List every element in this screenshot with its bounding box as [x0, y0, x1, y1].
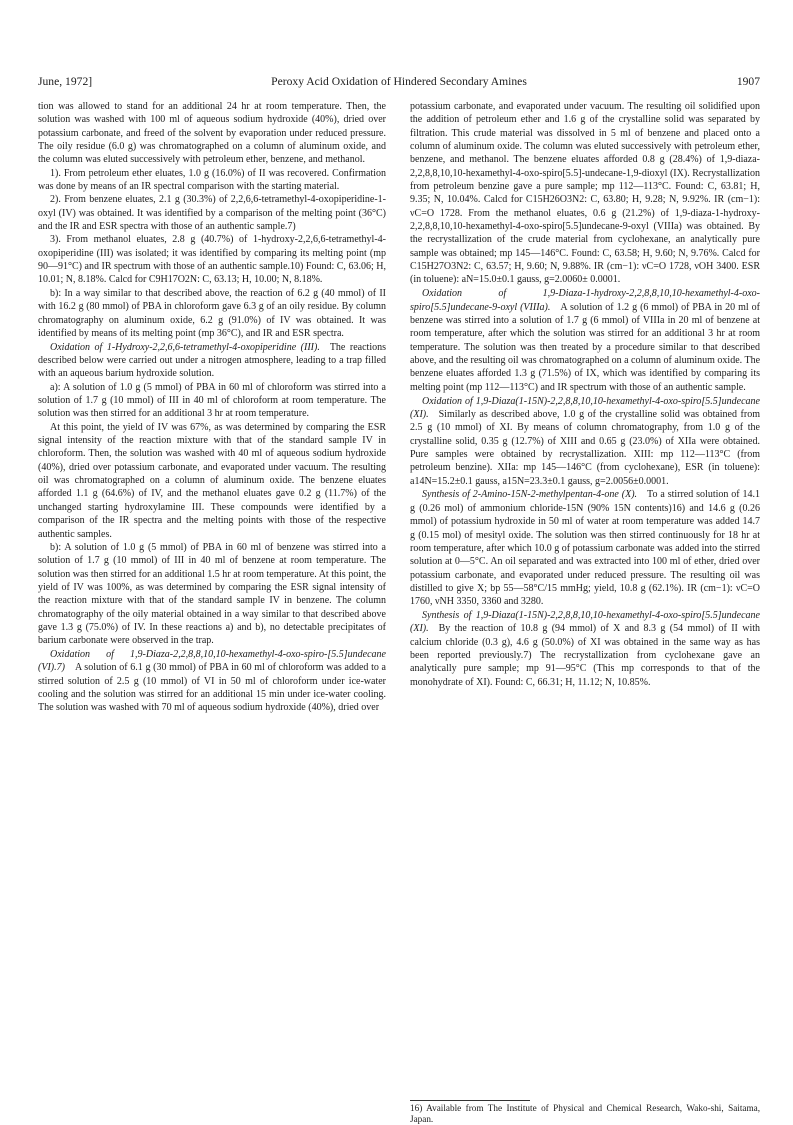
paragraph-text: 1). From petroleum ether eluates, 1.0 g (16.0%) of II was recovered. Confirmation was done by means of an IR spectral comparison with the starting material. — [38, 167, 386, 193]
paragraph-text: potassium carbonate, and evaporated under vacuum. The resulting oil solidified upon the addition of petroleum ether and 1.6 g of the crystalline solid was separated by filtration. This crude material was dissolved in 5 ml of benzene and placed onto a column of aluminum oxide. The column was eluted successively with petroleum ether, benzene, and methanol. The benzene eluates afforded 0.8 g (28.4%) of 1,9-diaza-2,2,8,8,10,10-hexamethyl-4-oxo-spiro[5.5]-undecane-1,9-dioxyl (IX). Recrystallization from petroleum benzine gave a pure sample; mp 112—113°C. Found: C, 63.81; H, 9.35; N, 10.04%. Calcd for C15H26O3N2: C, 63.80; H, 9.28; N, 9.92%. IR (cm−1): νC=O 1728. From the methanol eluates, 0.6 g (21.2%) of 1,9-diaza-1-hydroxy-2,2,8,8,10,10-hexamethyl-4-oxo-spiro[5.5]undecane-9-oxyl (VIIIa) was obtained. By the recrystallization of the crude material from cyclohexane, an analytically pure sample was obtained; mp 145—146°C. Found: C, 63.58; H, 9.60; N, 9.76%. Calcd for C15H27O3N2: C, 63.57; H, 9.60; N, 9.88%. IR (cm−1): νC=O 1728, νOH 3400. ESR (in toluene): aN=15.0±0.1 gauss, g=2.0060± 0.0001. — [410, 101, 760, 286]
subsection-paragraph — [38, 648, 386, 715]
paragraph-text: tion was allowed to stand for an additional 24 hr at room temperature. Then, the solution was washed with 100 ml of aqueous sodium hydroxide (40%), dried over potassium carbonate, and freed of the solvent by evaporation under reduced pressure. The oily residue (6.0 g) was chromatographed on a column of aluminum oxide, and the column was eluted successively with petroleum ether, benzene, and methanol. — [38, 101, 386, 166]
paragraph-text: The reactions described below were carried out under a nitrogen atmosphere, leading to a trap filled with an aqueous barium hydroxide solution. — [38, 341, 387, 380]
paragraph — [410, 100, 760, 287]
paragraph-text: a): A solution of 1.0 g (5 mmol) of PBA in 60 ml of chloroform was stirred into a solution of 1.7 g (10 mmol) of III in 40 ml of chloroform at room temperature. The solution was then stirred for an additional 3 hr at room temperature. — [38, 381, 386, 420]
paragraph-text: To a stirred solution of 14.1 g (0.26 mol) of ammonium chloride-15N (90% 15N contents)16) and 14.6 g (0.26 mmol) of potassium hydroxide in 50 ml of water at room temperature was added 14.7 g (0.15 mol) of mesityl oxide. The solution was then stirred continuously for 18 hr at room temperature, after which 10.0 g of potassium carbonate was added into the stirred solution at 0—5°C. An oil separated and was extracted into 100 ml of ether, dried over potassium carbonate, and evaporated under reduced pressure. The resulting oil was distilled to give X; bp 55—58°C/15 mmHg; yield, 10.8 g (62.1%). IR (cm−1): νC=O 1760, νNH 3350, 3360 and 3280. — [410, 489, 761, 608]
paragraph-text: By the reaction of 10.8 g (94 mmol) of X and 8.3 g (54 mmol) of II with calcium chloride (0.3 g), 4.6 g (50.0%) of XI was obtained in the same way as has been reported previously.7) The recrystallization from cyclohexane gave an analytically pure sample; mp 91—95°C (This mp corresponds to that of the monohydrate of XI). Found: C, 66.31; H, 11.12; N, 10.85%. — [410, 623, 760, 688]
paragraph-text: 3). From methanol eluates, 2.8 g (40.7%) of 1-hydroxy-2,2,6,6-tetramethyl-4-oxopiperidine (III) was isolated; it was identified by comparing its melting point (mp 90—91°C) and IR spectrum with those of an authentic sample.10) Found: C, 63.06; H, 10.01; N, 8.18%. Calcd for C9H17O2N: C, 63.13; H, 10.00; N, 8.18%. — [38, 234, 386, 286]
subsection-title: Synthesis of 1,9-Diaza(1-15N)-2,2,8,8,10,10-hexamethyl-4-oxo-spiro[5.5]undecane (XI). — [410, 610, 760, 635]
paragraph-text: b): A solution of 1.0 g (5 mmol) of PBA in 60 ml of benzene was stirred into a solution of 1.7 g (10 mmol) of III in 40 ml of benzene at room temperature. The solution was then stirred for an additional 1.5 hr at room temperature. At this point, the yield of IV was 100%, as was determined by comparing the ESR signal intensity of the reaction mixture with that of the standard sample IV in benzene. The column chromatography of the oily material obtained in a way similar to that described above gave 1.3 g (75.0%) of IV. In these reactions a) and b), no detectable precipitates of barium carbonate were observed in the trap. — [38, 541, 386, 647]
subsection-paragraph — [410, 609, 760, 689]
paragraph-text: 2). From benzene eluates, 2.1 g (30.3%) of 2,2,6,6-tetramethyl-4-oxopiperidine-1-oxyl (IV) was obtained. It was identified by a comparison of the melting point (36°C) and the IR and ESR spectra with those of an authentic sample.7) — [38, 194, 386, 233]
footnote: 16) Available from The Institute of Physical and Chemical Research, Wako-shi, Saitama, Japan. — [410, 1103, 760, 1124]
left-text-column — [38, 100, 386, 715]
footnote-rule — [410, 1100, 530, 1101]
right-text-column — [410, 100, 760, 689]
paragraph-text: Similarly as described above, 1.0 g of the crystalline solid was obtained from 2.5 g (10 mmol) of XI. By means of column chromatography, from 1.0 g of the crystalline solid, 0.35 g (12.7%) of XIII and 0.65 g (23.0%) of XIIa were obtained. Pure samples were obtained by recrystallization. XIII: mp 112—113°C (from petroleum benzine). XIIa: mp 145—146°C (from cyclohexane), ESR (in toluene): a14N=15.2±0.1 gauss, a15N=23.3±0.1 gauss, g=2.0056±0.0001. — [410, 408, 760, 487]
subsection-paragraph — [410, 488, 760, 608]
subsection-paragraph — [38, 341, 386, 381]
running-header — [38, 75, 760, 89]
subsection-title: Oxidation of 1-Hydroxy-2,2,6,6-tetramethyl-4-oxopiperidine (III). — [50, 341, 320, 353]
subsection-title: Oxidation of 1,9-Diaza-2,2,8,8,10,10-hexamethyl-4-oxo-spiro-[5.5]undecane (VI).7) — [38, 649, 386, 674]
paragraph — [38, 381, 386, 421]
subsection-paragraph — [410, 395, 760, 488]
subsection-title: Oxidation of 1,9-Diaza-1-hydroxy-2,2,8,8,10,10-hexamethyl-4-oxo-spiro[5.5]undecane-9-oxyl (VIIIa). — [410, 288, 760, 313]
paragraph — [38, 100, 386, 167]
subsection-title: Oxidation of 1,9-Diaza(1-15N)-2,2,8,8,10,10-hexamethyl-4-oxo-spiro[5.5]undecane (XI). — [410, 395, 760, 420]
header-date: June, 1972] — [38, 75, 93, 88]
header-page-number: 1907 — [736, 75, 760, 88]
paragraph-text: At this point, the yield of IV was 67%, as was determined by comparing the ESR signal intensity of the reaction mixture with that of the standard sample IV in chloroform. Then, the solution was washed with 40 ml of aqueous sodium hydroxide (40%), dried over potassium carbonate, and evaporated under vacuum. The resulting oil was chromatographed on a column of aluminum oxide. The benzene eluates afforded 1.1 g (64.6%) of IV, and the methanol eluates gave 0.2 g (11.7%) of the unchanged starting hydroxylamine III. These compounds were identified by a comparison of the IR spectra and the melting points with those of the respective authentic samples. — [38, 421, 386, 540]
header-running-title: Peroxy Acid Oxidation of Hindered Secondary Amines — [271, 75, 527, 88]
paragraph-text: A solution of 1.2 g (6 mmol) of PBA in 20 ml of benzene was stirred into a solution of 1.7 g (6 mmol) of VIIIa in 20 ml of benzene at room temperature, after which the solution was stirred for an additional 3 hr at room temperature. The solution was then treated by a procedure similar to that described above, and the resulting oil was chromatographed on a column of aluminum oxide. The benzene eluates afforded 1.3 g (71.5%) of IX, which was identified by comparing its melting point (mp 112—113°C) and IR spectrum with those of an authentic sample. — [410, 301, 761, 393]
paragraph — [38, 167, 386, 194]
paragraph — [38, 233, 386, 286]
subsection-paragraph — [410, 287, 760, 394]
paragraph — [38, 541, 386, 648]
subsection-title: Synthesis of 2-Amino-15N-2-methylpentan-4-one (X). — [422, 489, 638, 501]
paragraph — [38, 421, 386, 541]
paragraph-text: b): In a way similar to that described above, the reaction of 6.2 g (40 mmol) of II with 16.2 g (80 mmol) of PBA in chloroform gave 6.3 g of an oily residue. By column chromatography on aluminum oxide, 6.2 g (91.0%) of IV was obtained. It was identified by means of its melting point (mp 36°C), and IR and ESR spectra. — [38, 287, 386, 339]
paragraph — [38, 193, 386, 233]
paragraph — [38, 287, 386, 340]
paragraph-text: A solution of 6.1 g (30 mmol) of PBA in 60 ml of chloroform was added to a stirred solution of 2.5 g (10 mmol) of VI in 50 ml of chloroform under ice-water cooling and the solution was stirred for an additional 15 min under ice-water cooling. The solution was washed with 70 ml of aqueous sodium hydroxide (40%), dried over — [38, 662, 386, 714]
